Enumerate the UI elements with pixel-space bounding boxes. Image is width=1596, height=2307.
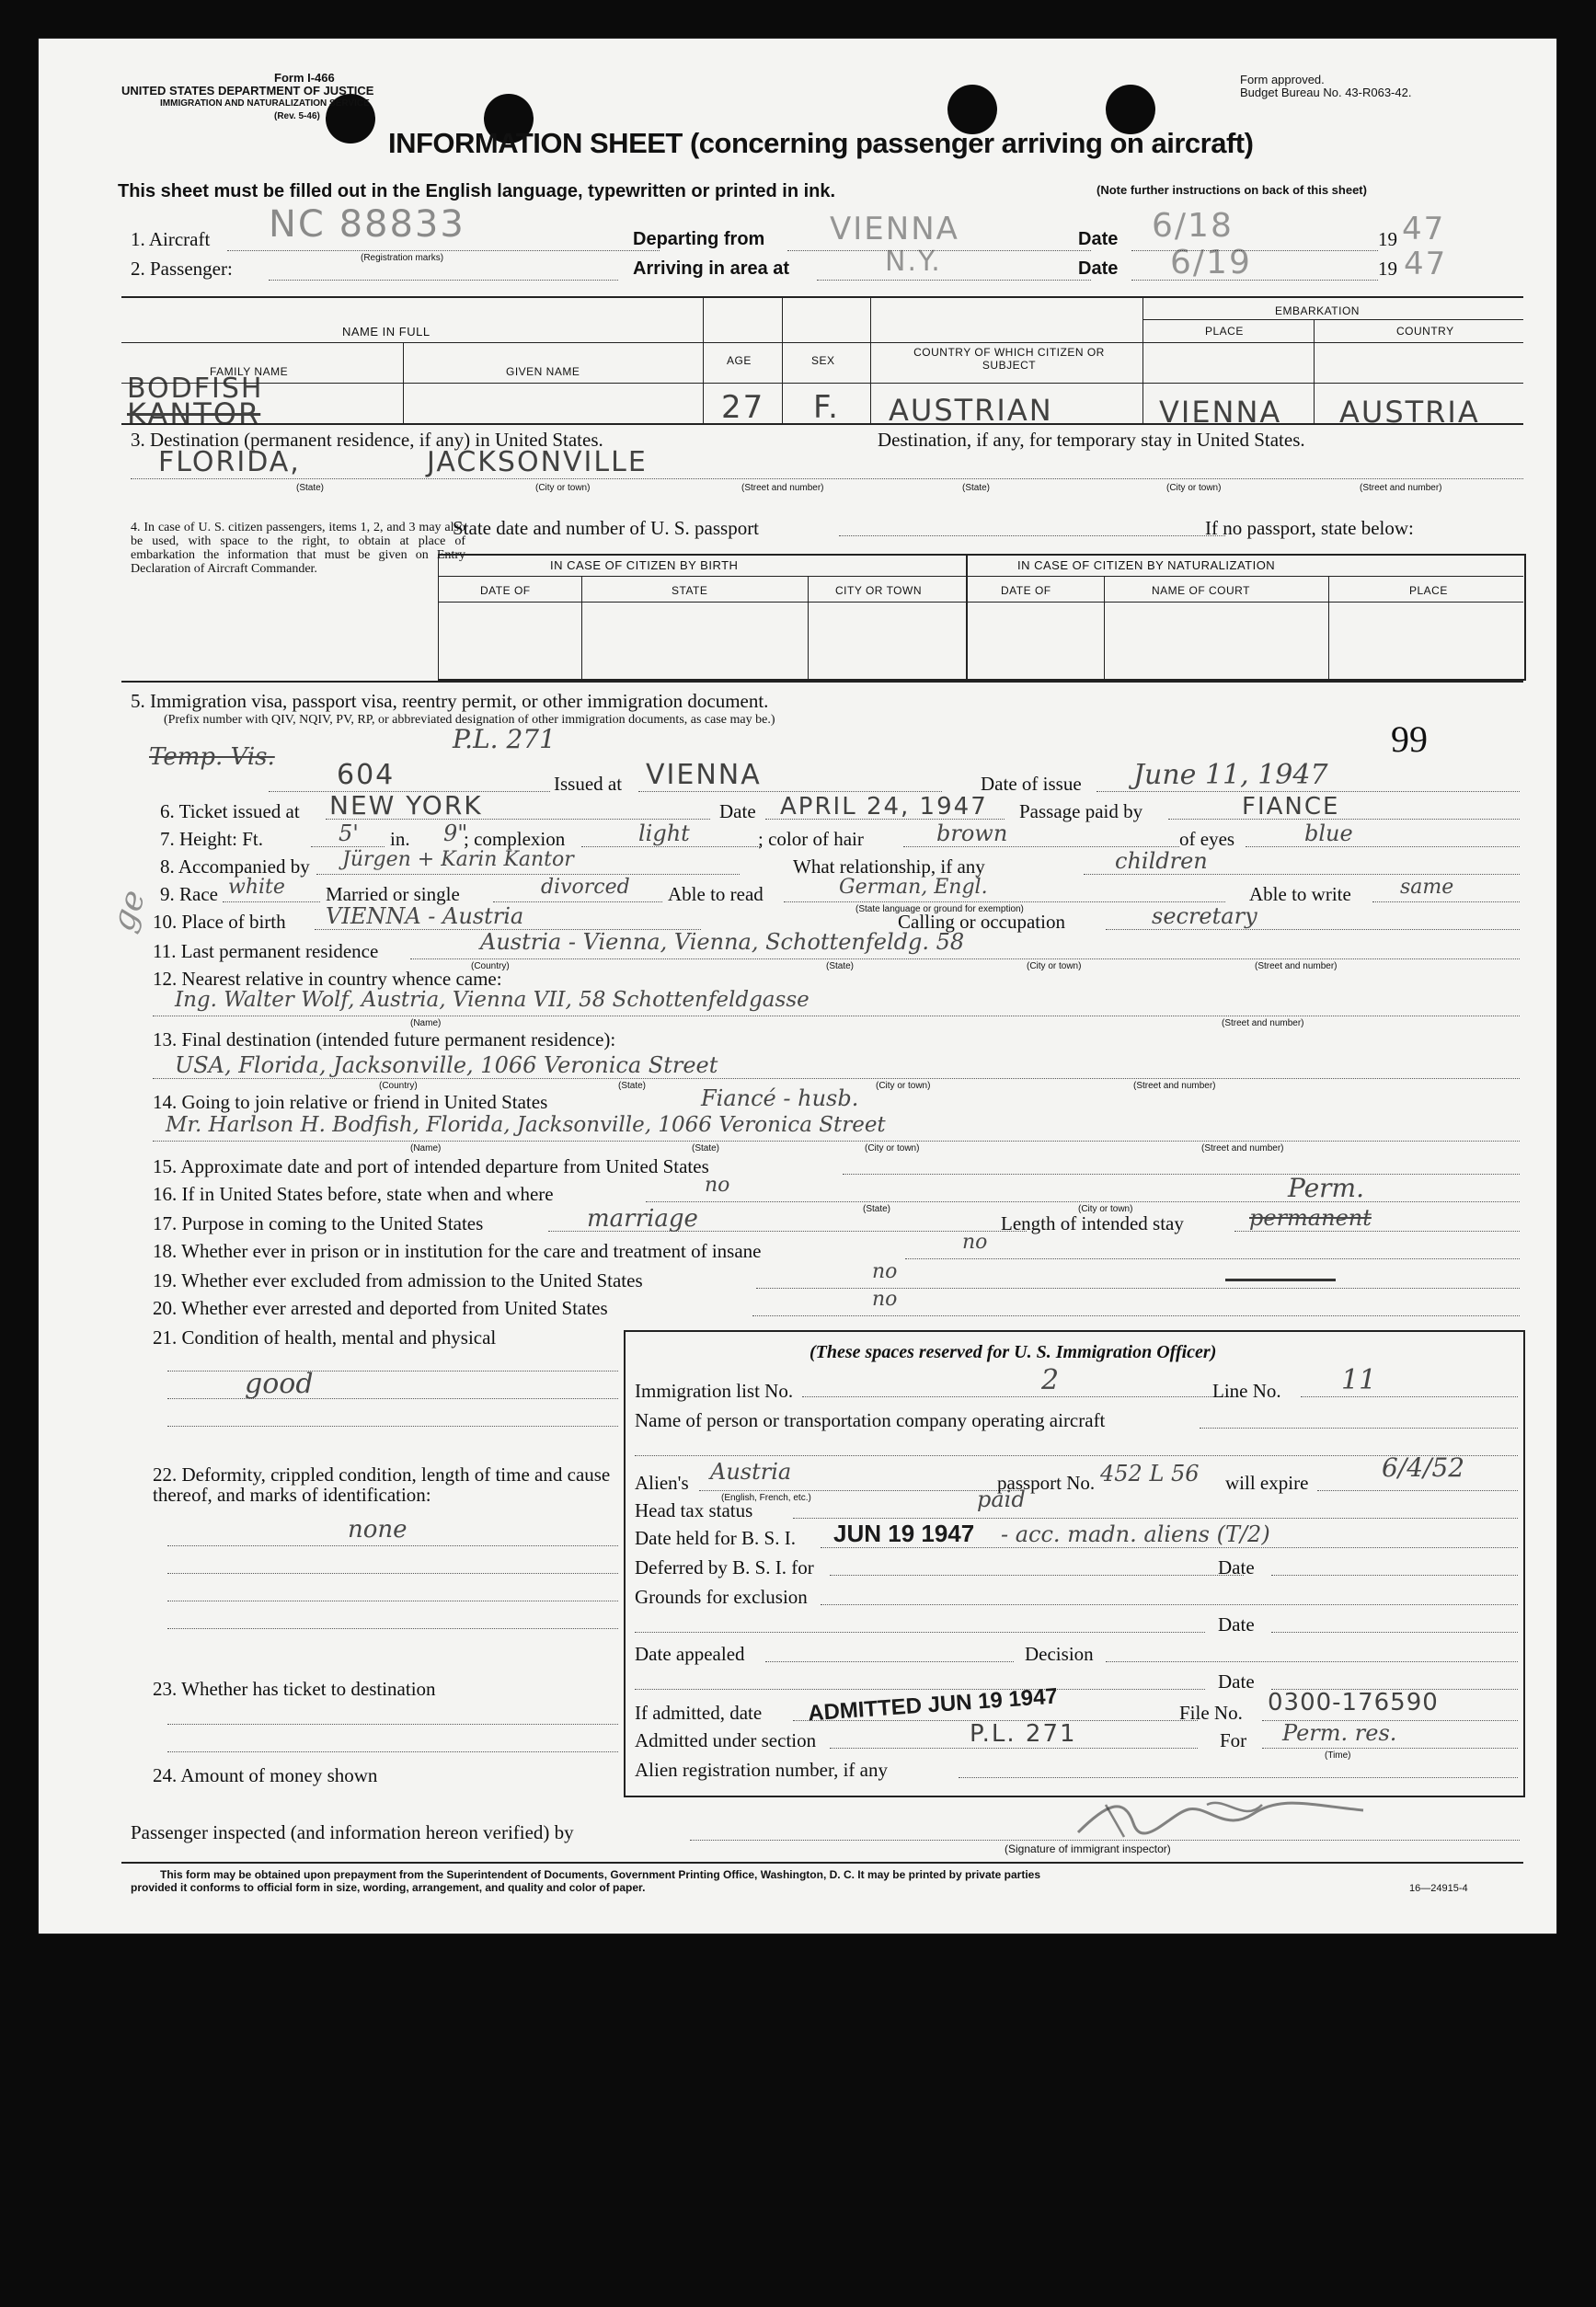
able-to-write-value: same: [1400, 876, 1454, 899]
accompanied-by-label: 8. Accompanied by: [160, 855, 310, 878]
date-appealed-label: Date appealed: [635, 1643, 745, 1665]
date2-label: Date: [1078, 258, 1119, 279]
field-line: [167, 1724, 618, 1725]
gpo-code: 16—24915-4: [1409, 1883, 1468, 1894]
head-tax-label: Head tax status: [635, 1499, 753, 1521]
city-sublabel: (City or town): [876, 1081, 931, 1091]
pl-note: P.L. 271: [453, 724, 556, 754]
ticket-issued-label: 6. Ticket issued at: [160, 800, 300, 822]
prison-insane-label: 18. Whether ever in prison or in institution for the care and treatment of insane: [153, 1240, 762, 1262]
field-line: [821, 1604, 1518, 1605]
field-line: [765, 819, 1005, 820]
field-line: [223, 901, 320, 902]
money-shown-label: 24. Amount of money shown: [153, 1764, 378, 1786]
line-no-value: 11: [1341, 1364, 1377, 1396]
date1-field-line: [1131, 250, 1378, 251]
immigration-list-value: 2: [1041, 1364, 1060, 1396]
field-line: [1246, 846, 1520, 847]
field-line: [1106, 929, 1520, 930]
fine-print-line1: This form may be obtained upon prepayment from the Superintendent of Documents, Government Printing Office, Washington, D. C. It may be printed by private parties: [160, 1868, 1040, 1881]
year1-value: 47: [1402, 211, 1446, 247]
departing-value: VIENNA: [830, 211, 959, 247]
field-line: [959, 1777, 1518, 1778]
field-line: [1372, 901, 1520, 902]
complexion-value: light: [638, 821, 690, 846]
street-sublabel: (Street and number): [1133, 1081, 1216, 1091]
language-sublabel: (English, French, etc.): [721, 1493, 811, 1503]
occupation-label: Calling or occupation: [898, 911, 1065, 933]
aircraft-value: NC 88833: [269, 203, 465, 246]
table-divider: [581, 576, 582, 679]
table-divider: [1104, 576, 1105, 679]
aliens-value: Austria: [710, 1459, 792, 1485]
table-divider: [782, 296, 783, 423]
strike-mark: [1225, 1279, 1336, 1281]
embarkation-header: EMBARKATION: [1275, 304, 1360, 317]
ticket-to-destination-label: 23. Whether has ticket to destination: [153, 1678, 436, 1700]
time-sublabel: (Time): [1325, 1750, 1351, 1761]
purpose-value: marriage: [587, 1205, 698, 1233]
city-sublabel: (City or town): [1027, 961, 1082, 971]
field-line: [153, 1141, 1520, 1142]
date-of-header: DATE OF: [480, 584, 531, 597]
file-no-label: File No.: [1179, 1702, 1243, 1724]
passage-paid-label: Passage paid by: [1019, 800, 1143, 822]
temp-visa-struck: Temp. Vis.: [149, 743, 275, 771]
field-line: [830, 1575, 1244, 1576]
field-line: [635, 1689, 1205, 1690]
date1-value: 6/18: [1152, 207, 1234, 245]
eye-color-value: blue: [1304, 821, 1353, 846]
field-line: [699, 1490, 1021, 1491]
sex-header: SEX: [811, 354, 835, 367]
country-sublabel: (Country): [471, 961, 510, 971]
street-sublabel: (Street and number): [741, 483, 824, 493]
passenger-field-line: [269, 280, 618, 281]
deferred-label: Deferred by B. S. I. for: [635, 1556, 814, 1578]
city-sublabel: (City or town): [1078, 1204, 1133, 1214]
name-in-full-header: NAME IN FULL: [342, 325, 431, 339]
occupation-value: secretary: [1152, 903, 1257, 929]
field-line: [1200, 1428, 1518, 1429]
field-line: [784, 901, 1225, 902]
field-line: [903, 846, 1179, 847]
street-sublabel: (Street and number): [1201, 1143, 1284, 1154]
field-line: [493, 901, 662, 902]
registration-marks-sublabel: (Registration marks): [361, 253, 444, 263]
for-label: For: [1220, 1729, 1247, 1751]
citizen-value: AUSTRIAN: [889, 393, 1053, 428]
court-name-header: NAME OF COURT: [1152, 584, 1250, 597]
citizenship-table: [438, 554, 1526, 681]
table-rule: [121, 296, 1523, 298]
table-rule: [1142, 319, 1523, 320]
field-line: [1084, 874, 1520, 875]
stay-length-label: Length of intended stay: [1001, 1212, 1184, 1234]
place-of-birth-label: 10. Place of birth: [153, 911, 286, 933]
by-birth-header: IN CASE OF CITIZEN BY BIRTH: [550, 558, 739, 572]
field-line: [167, 1371, 618, 1372]
hair-color-label: ; color of hair: [758, 828, 864, 850]
issued-at-value: VIENNA: [646, 759, 762, 791]
prior-visit-label: 16. If in United States before, state when and where: [153, 1183, 554, 1205]
place-of-birth-value: VIENNA - Austria: [326, 903, 524, 929]
health-value: good: [245, 1368, 314, 1400]
race-value: white: [228, 876, 285, 899]
field-line: [581, 846, 762, 847]
eye-color-label: of eyes: [1179, 828, 1235, 850]
year1-prefix: 19: [1378, 228, 1397, 250]
state-sublabel: (State): [863, 1204, 891, 1214]
aircraft-field-line: [227, 250, 660, 251]
field-line: [167, 1398, 618, 1399]
inspected-by-label: Passenger inspected (and information hereon verified) by: [131, 1821, 574, 1843]
table-divider: [1328, 576, 1329, 679]
naturalization-place-header: PLACE: [1409, 584, 1448, 597]
embarkation-country-header: COUNTRY: [1396, 325, 1454, 338]
going-to-join-label: 14. Going to join relative or friend in United States: [153, 1091, 548, 1113]
field-line: [752, 1315, 1520, 1316]
passport-field-line: [839, 535, 1225, 536]
table-divider: [1314, 319, 1315, 423]
table-divider: [808, 576, 809, 679]
sex-value: F.: [813, 389, 840, 426]
appeal-date-label: Date: [1218, 1670, 1255, 1693]
form-revision: (Rev. 5-46): [274, 111, 320, 121]
table-divider: [966, 554, 968, 679]
field-line: [326, 819, 710, 820]
budget-bureau-no: Budget Bureau No. 43-R063-42.: [1240, 86, 1412, 99]
destination-state-value: FLORIDA,: [158, 446, 301, 478]
footer-rule: [121, 1862, 1523, 1864]
height-inches-value: 9": [443, 821, 468, 846]
marital-status-value: divorced: [541, 876, 630, 899]
fine-print-line2: provided it conforms to official form in size, wording, arrangement, and quality and color of paper.: [131, 1881, 646, 1894]
grounds-date-label: Date: [1218, 1613, 1255, 1636]
item-number-99: 99: [1391, 718, 1428, 760]
field-line: [756, 1288, 1520, 1289]
hair-color-value: brown: [936, 821, 1008, 846]
field-line: [167, 1751, 618, 1752]
street-sublabel: (Street and number): [1255, 961, 1338, 971]
will-expire-label: will expire: [1225, 1472, 1309, 1494]
embarkation-place-header: PLACE: [1205, 325, 1244, 338]
field-line: [548, 1231, 1027, 1232]
nearest-relative-label: 12. Nearest relative in country whence came:: [153, 968, 502, 990]
field-line: [1271, 1632, 1518, 1633]
page-title: INFORMATION SHEET (concerning passenger arriving on aircraft): [388, 127, 1254, 159]
table-rule: [438, 602, 1523, 603]
field-line: [410, 958, 1520, 959]
table-rule: [438, 576, 1523, 577]
field-line: [765, 1661, 1014, 1662]
able-to-write-label: Able to write: [1249, 883, 1351, 905]
field-line: [1317, 1490, 1518, 1491]
language-sublabel: (State language or ground for exemption): [855, 904, 1024, 914]
passage-paid-value: FIANCE: [1242, 793, 1340, 821]
relationship-value: children: [1115, 848, 1208, 874]
approval-line: Form approved.: [1240, 73, 1325, 86]
field-line: [905, 1258, 1520, 1259]
height-feet-value: 5': [339, 821, 359, 846]
no-passport-label: If no passport, state below:: [1205, 517, 1414, 539]
destination-city-value: JACKSONVILLE: [427, 446, 648, 478]
issue-date-value: June 11, 1947: [1133, 759, 1328, 791]
decision-label: Decision: [1025, 1643, 1094, 1665]
field-line: [1271, 1575, 1518, 1576]
nearest-relative-value: Ing. Walter Wolf, Austria, Vienna VII, 58 Schottenfeldgasse: [175, 988, 809, 1012]
table-divider: [1142, 296, 1143, 423]
deformity-value: none: [348, 1516, 408, 1544]
language-instruction: This sheet must be filled out in the English language, typewritten or printed in ink.: [118, 181, 836, 201]
family-name-value: KANTOR: [127, 396, 261, 431]
immigration-list-label: Immigration list No.: [635, 1380, 794, 1402]
form-number: Form I-466: [274, 71, 335, 85]
departure-date-label: 15. Approximate date and port of intended departure from United States: [153, 1155, 709, 1177]
deferred-date-label: Date: [1218, 1556, 1255, 1578]
field-line: [167, 1628, 618, 1629]
immigration-document-label: 5. Immigration visa, passport visa, reentry permit, or other immigration document.: [131, 690, 769, 712]
field-line: [1301, 1396, 1518, 1397]
head-tax-value: paid: [977, 1486, 1026, 1512]
name-sublabel: (Name): [410, 1143, 442, 1154]
going-to-join-relationship: Fiancé - husb.: [701, 1085, 859, 1111]
date-held-stamp: JUN 19 1947: [833, 1520, 975, 1547]
prior-visit-value: no: [705, 1174, 730, 1197]
state-sublabel: (State): [618, 1081, 647, 1091]
stay-length-correction: Perm.: [1288, 1173, 1364, 1203]
back-instructions-note: (Note further instructions on back of this sheet): [1097, 183, 1367, 197]
field-line: [153, 1078, 1520, 1079]
if-admitted-label: If admitted, date: [635, 1702, 763, 1724]
field-line: [1234, 1231, 1520, 1232]
alien-registration-label: Alien registration number, if any: [635, 1759, 888, 1781]
signature-sublabel: (Signature of immigrant inspector): [1005, 1842, 1171, 1855]
date-of-issue-label: Date of issue: [981, 773, 1082, 795]
aliens-label: Alien's: [635, 1472, 689, 1494]
field-line: [843, 1174, 1520, 1175]
arriving-label: Arriving in area at: [633, 258, 790, 279]
date-held-label: Date held for B. S. I.: [635, 1527, 796, 1549]
naturalization-date-header: DATE OF: [1001, 584, 1051, 597]
agency-service: IMMIGRATION AND NATURALIZATION SERVICE: [160, 98, 370, 109]
state-sublabel: (State): [826, 961, 855, 971]
field-line: [690, 1840, 1520, 1841]
table-divider: [403, 342, 404, 423]
field-line: [1168, 819, 1520, 820]
stay-length-value: permanent: [1249, 1205, 1372, 1231]
issue-date-field-line: [1097, 791, 1520, 792]
deformity-label: 22. Deformity, crippled condition, length of time and cause thereof, and marks of identification:: [153, 1463, 611, 1506]
margin-scribble: ge: [103, 884, 154, 936]
marital-status-label: Married or single: [326, 883, 460, 905]
able-to-read-label: Able to read: [668, 883, 764, 905]
health-label: 21. Condition of health, mental and physical: [153, 1326, 497, 1349]
year2-value: 47: [1404, 246, 1448, 282]
immigration-document-sublabel: (Prefix number with QIV, NQIV, PV, RP, or abbreviated designation of other immigration documents, as case may be.): [164, 713, 775, 727]
state-sublabel: (State): [692, 1143, 720, 1154]
date2-value: 6/19: [1170, 244, 1252, 281]
city-sublabel: (City or town): [865, 1143, 920, 1154]
operator-label: Name of person or transportation company operating aircraft: [635, 1409, 1106, 1431]
embarkation-place-value: VIENNA: [1159, 395, 1282, 430]
line-no-label: Line No.: [1212, 1380, 1281, 1402]
will-expire-value: 6/4/52: [1382, 1452, 1465, 1483]
issued-at-field-line: [638, 791, 942, 792]
agency-name: UNITED STATES DEPARTMENT OF JUSTICE: [121, 84, 374, 98]
departing-label: Departing from: [633, 229, 765, 249]
passenger-label: 2. Passenger:: [131, 258, 233, 280]
ticket-date-label: Date: [719, 800, 756, 822]
field-line: [311, 846, 385, 847]
issued-at-label: Issued at: [554, 773, 623, 795]
ticket-date-value: APRIL 24, 1947: [780, 793, 988, 821]
arriving-field-line: [817, 280, 1091, 281]
prison-insane-value: no: [962, 1231, 988, 1254]
table-divider: [870, 296, 871, 423]
date2-field-line: [1131, 280, 1378, 281]
year2-prefix: 19: [1378, 258, 1397, 280]
us-citizen-note: 4. In case of U. S. citizen passengers, items 1, 2, and 3 may also be used, with space to the right, to obtain at place of embarkation the information that must be given on Entry Declaration of Aircraft Commander.: [131, 521, 465, 576]
last-residence-value: Austria - Vienna, Vienna, Schottenfeldg. 58: [480, 929, 965, 955]
complexion-label: ; complexion: [464, 828, 566, 850]
section-rule: [121, 681, 1523, 683]
for-value: Perm. res.: [1282, 1720, 1397, 1746]
embarkation-country-value: AUSTRIA: [1339, 395, 1480, 430]
destination-field-line: [131, 478, 1523, 479]
race-label: 9. Race: [160, 883, 218, 905]
date1-label: Date: [1078, 229, 1119, 249]
field-line: [821, 1547, 1518, 1548]
final-destination-value: USA, Florida, Jacksonville, 1066 Veronica Street: [175, 1052, 718, 1078]
age-value: 27: [721, 389, 765, 426]
arriving-value: N.Y.: [885, 246, 942, 278]
purpose-label: 17. Purpose in coming to the United States: [153, 1212, 484, 1234]
age-header: AGE: [727, 354, 752, 367]
table-divider: [703, 296, 704, 423]
field-line: [167, 1426, 618, 1427]
field-line: [316, 874, 740, 875]
file-no-value: 0300-176590: [1268, 1689, 1439, 1716]
field-line: [1262, 1748, 1518, 1749]
temp-street-sublabel: (Street and number): [1360, 483, 1442, 493]
going-to-join-value: Mr. Harlson H. Bodfish, Florida, Jacksonville, 1066 Veronica Street: [166, 1113, 886, 1137]
destination-label: 3. Destination (permanent residence, if any) in United States.: [131, 429, 603, 451]
city-sublabel: (City or town): [535, 483, 591, 493]
given-name-header: GIVEN NAME: [506, 365, 580, 378]
aircraft-label: 1. Aircraft: [131, 228, 211, 250]
excluded-label: 19. Whether ever excluded from admission to the United States: [153, 1269, 643, 1291]
street-sublabel: (Street and number): [1222, 1018, 1304, 1028]
able-to-read-value: German, Engl.: [839, 876, 988, 899]
deported-label: 20. Whether ever arrested and deported from United States: [153, 1297, 608, 1319]
accompanied-by-value: Jürgen + Karin Kantor: [342, 848, 574, 871]
field-line: [793, 1518, 1518, 1519]
date-held-note: - acc. madn. aliens (T/2): [1001, 1521, 1270, 1547]
passport-state-date-label: State date and number of U. S. passport: [453, 517, 760, 539]
city-or-town-header: CITY OR TOWN: [835, 584, 923, 597]
ticket-issued-value: NEW YORK: [329, 790, 483, 821]
field-line: [646, 1201, 1520, 1202]
officer-box-heading: (These spaces reserved for U. S. Immigration Officer): [809, 1342, 1217, 1362]
field-line: [635, 1632, 1205, 1633]
field-line: [167, 1545, 618, 1546]
inspector-signature: [1069, 1786, 1382, 1851]
field-line: [1106, 1661, 1518, 1662]
temp-state-sublabel: (State): [962, 483, 991, 493]
field-line: [830, 1748, 1198, 1749]
temp-city-sublabel: (City or town): [1166, 483, 1222, 493]
height-inches-label: in.: [390, 828, 410, 850]
family-name-header: FAMILY NAME: [210, 365, 289, 378]
temporary-destination-label: Destination, if any, for temporary stay in United States.: [878, 429, 1305, 451]
by-naturalization-header: IN CASE OF CITIZEN BY NATURALIZATION: [1017, 558, 1276, 572]
state-header: STATE: [672, 584, 708, 597]
passport-no-value: 452 L 56: [1100, 1461, 1200, 1486]
grounds-label: Grounds for exclusion: [635, 1586, 808, 1608]
name-sublabel: (Name): [410, 1018, 442, 1028]
citizenship-header: COUNTRY OF WHICH CITIZEN OR SUBJECT: [913, 346, 1105, 372]
field-line: [167, 1573, 618, 1574]
admitted-under-value: P.L. 271: [970, 1720, 1077, 1748]
field-line: [802, 1396, 1234, 1397]
passport-no-label: passport No.: [997, 1472, 1096, 1494]
final-destination-label: 13. Final destination (intended future permanent residence):: [153, 1028, 616, 1050]
document-number-value: 604: [337, 759, 396, 791]
family-name-correction: BODFISH: [127, 373, 264, 405]
information-sheet-page: [39, 39, 1556, 1934]
excluded-value: no: [872, 1260, 898, 1283]
height-label: 7. Height: Ft.: [160, 828, 264, 850]
deported-value: no: [872, 1288, 898, 1311]
admitted-under-label: Admitted under section: [635, 1729, 817, 1751]
relationship-label: What relationship, if any: [793, 855, 985, 878]
last-residence-label: 11. Last permanent residence: [153, 940, 379, 962]
country-sublabel: (Country): [379, 1081, 418, 1091]
state-sublabel: (State): [296, 483, 325, 493]
admitted-stamp: ADMITTED JUN 19 1947: [807, 1683, 1059, 1727]
